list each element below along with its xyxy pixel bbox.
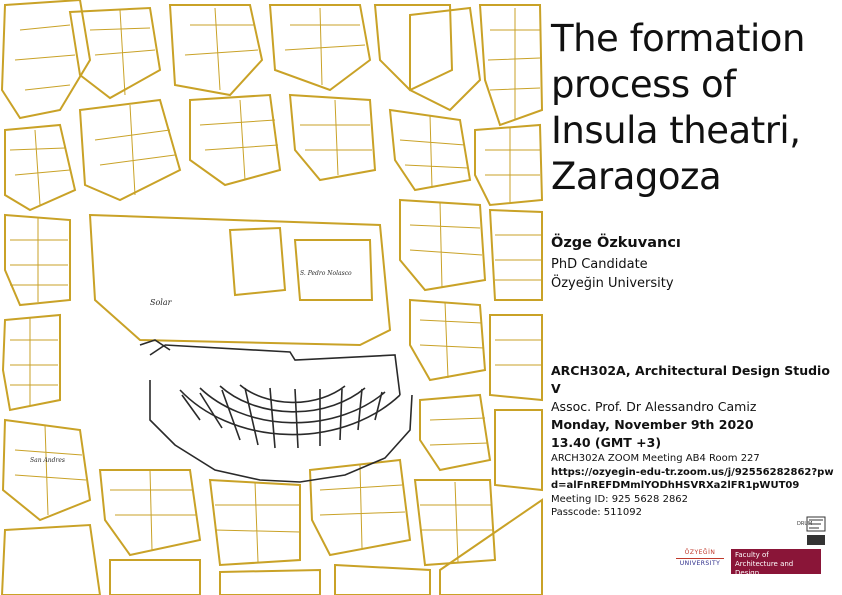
block <box>490 315 542 400</box>
ozyegin-logo-top: ÖZYEĞİN <box>684 549 716 556</box>
drum-logo <box>797 515 827 547</box>
block <box>190 95 280 185</box>
block <box>90 215 390 345</box>
map-label-andres: San Andres <box>30 457 65 464</box>
title-line: The formation <box>551 17 805 60</box>
faculty-logo <box>731 549 821 577</box>
meeting-passcode: Passcode: 511092 <box>551 507 642 518</box>
author-affiliation <box>551 255 674 293</box>
street-blocks <box>2 0 542 595</box>
meeting-id: Meeting ID: 925 5628 2862 <box>551 493 689 505</box>
block <box>110 560 200 595</box>
ozyegin-logo-divider <box>676 558 724 559</box>
block <box>495 410 542 490</box>
ozyegin-logo <box>676 549 724 571</box>
instructor-name: Assoc. Prof. Dr Alessandro Camiz <box>551 399 757 414</box>
map-label-pedro: S. Pedro Nolasco <box>300 270 352 277</box>
block <box>3 315 60 410</box>
block <box>2 525 100 595</box>
block <box>290 95 375 180</box>
drum-label: DRUM <box>797 521 813 527</box>
block <box>475 125 542 205</box>
block <box>220 570 320 595</box>
block <box>375 5 452 90</box>
course-info <box>551 362 840 452</box>
block <box>5 125 75 210</box>
block <box>440 500 542 595</box>
ozyegin-logo-bottom: UNIVERSITY <box>679 560 721 567</box>
meeting-link[interactable]: https://ozyegin-edu-tr.zoom.us/j/92556282862?pwd=alFnREFDMmlYODhHSVRXa2lFR1pWUT09 <box>551 466 834 491</box>
block <box>400 200 485 290</box>
title-line: Insula theatri, <box>551 109 801 152</box>
parcel-subdivisions <box>10 8 542 562</box>
faculty-line-1: Faculty of <box>735 551 769 559</box>
title-line: process of <box>551 63 736 106</box>
author-role: PhD Candidate <box>551 257 648 272</box>
block <box>490 210 542 300</box>
map-label-solar: Solar <box>150 298 172 307</box>
theatre-plan <box>140 340 412 482</box>
faculty-line-2: Architecture and Design <box>735 560 794 577</box>
block <box>230 228 285 295</box>
block <box>80 100 180 200</box>
author-institution: Özyeğin University <box>551 276 674 291</box>
event-time: 13.40 (GMT +3) <box>551 435 662 450</box>
block <box>410 8 480 110</box>
author-name: Özge Özkuvancı <box>551 235 681 251</box>
meeting-title: ARCH302A ZOOM Meeting AB4 Room 227 <box>551 453 760 464</box>
drum-logo-icon <box>797 515 827 547</box>
poster-text-column <box>551 0 840 595</box>
block <box>420 395 490 470</box>
block <box>335 565 430 595</box>
title-line: Zaragoza <box>551 155 722 198</box>
zoom-info <box>551 452 836 520</box>
course-name: ARCH302A, Architectural Design Studio V <box>551 363 830 396</box>
block <box>480 5 542 125</box>
poster-title <box>551 16 840 200</box>
event-date: Monday, November 9th 2020 <box>551 417 754 432</box>
